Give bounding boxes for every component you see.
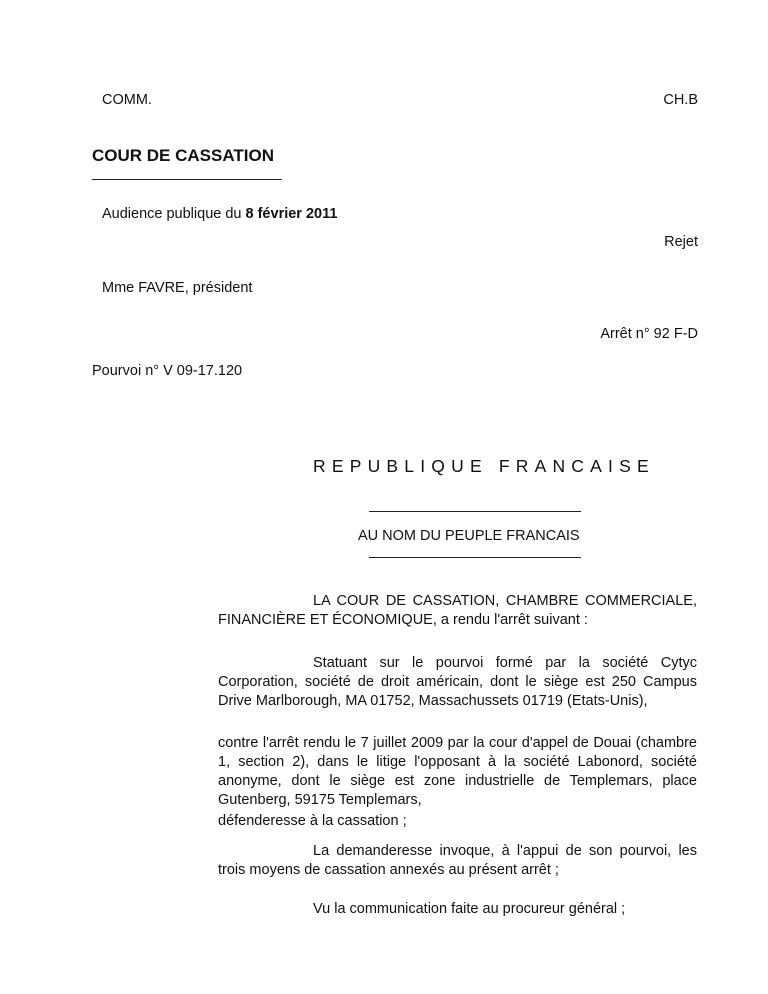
pourvoi-number: Pourvoi n° V 09-17.120 [92, 363, 243, 379]
audience-prefix: Audience publique du [102, 206, 246, 222]
arret-number: Arrêt n° 92 F-D [600, 326, 698, 342]
audience-line [102, 206, 337, 222]
court-title-rule [92, 179, 282, 180]
paragraph-defenderesse: défenderesse à la cassation ; [218, 813, 407, 829]
court-title: COUR DE CASSATION [92, 146, 274, 165]
president-line: Mme FAVRE, président [102, 280, 253, 296]
paragraph-moyens: La demanderesse invoque, à l'appui de son pourvoi, les trois moyens de cassation annexés au présent arrêt ; [218, 843, 697, 878]
republique-heading: REPUBLIQUE FRANCAISE [313, 456, 655, 476]
paragraph-contre-arret: contre l'arrêt rendu le 7 juillet 2009 par la cour d'appel de Douai (chambre 1, section 2), dans le litige l'opposant à la société Labonord, société anonyme, dont le siège est zone industrielle de Templemars, place Gutenberg, 59175 Templemars, [218, 735, 697, 808]
paragraph-court-intro: LA COUR DE CASSATION, CHAMBRE COMMERCIALE, FINANCIÈRE ET ÉCONOMIQUE, a rendu l'arrêt suivant : [218, 593, 697, 628]
clerk-code: CH.B [663, 92, 698, 108]
heading-rule-top [369, 511, 581, 512]
heading-rule-bottom [369, 557, 581, 558]
decision-label: Rejet [664, 234, 698, 250]
audience-date: 8 février 2011 [245, 206, 338, 222]
paragraph-pourvoi: Statuant sur le pourvoi formé par la société Cytyc Corporation, société de droit américain, dont le siège est 250 Campus Drive Marlborough, MA 01752, Massachussets 01719 (Etats-Unis), [218, 655, 697, 709]
au-nom-heading: AU NOM DU PEUPLE FRANCAIS [358, 528, 580, 544]
paragraph-communication: Vu la communication faite au procureur général ; [313, 901, 626, 917]
chamber-code: COMM. [102, 92, 152, 108]
